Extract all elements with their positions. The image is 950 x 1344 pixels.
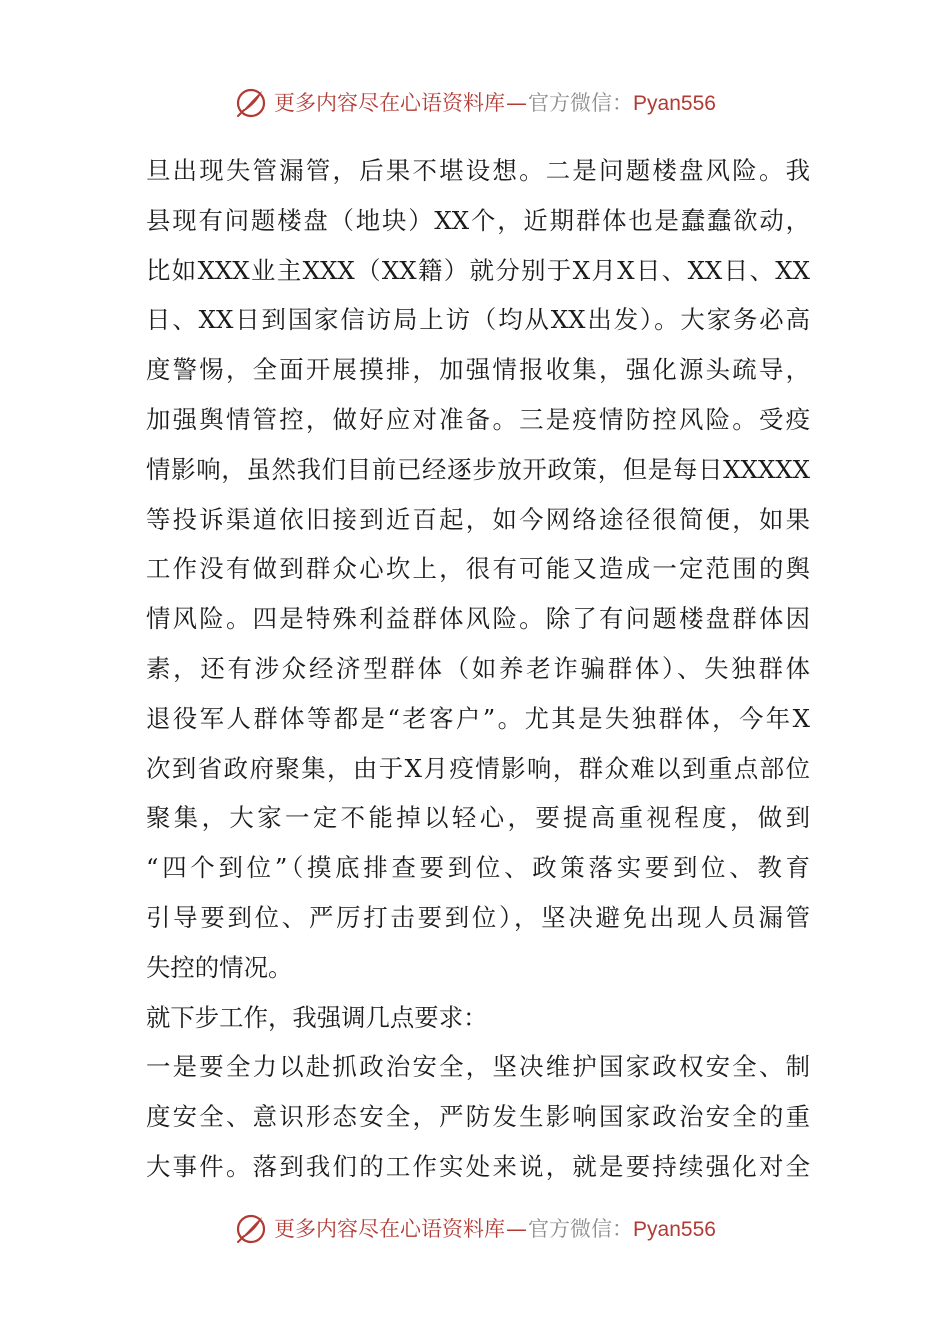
text-line: 情影响，虽然我们目前已经逐步放开政策，但是每日XXXXX	[146, 454, 810, 484]
banner-main-text: 更多内容尽在心语资料库	[274, 1216, 506, 1241]
text-line: 县现有问题楼盘（地块）XX个，近期群体也是蠢蠢欲动，	[146, 205, 810, 235]
text-line: 比如XXX业主XXX（XX籍）就分别于X月X日、XX日、XX	[146, 255, 810, 285]
banner-wechat-id: Pyan556	[633, 91, 716, 115]
banner-dash: —	[506, 90, 528, 115]
text-line: 日、XX日到国家信访局上访（均从XX出发）。大家务必高	[146, 305, 810, 335]
text-line: 失控的情况。	[146, 952, 293, 982]
banner-label: 官方微信：	[528, 90, 634, 115]
document-body	[146, 146, 810, 1192]
text-line: 度安全、意识形态安全，严防发生影响国家政治安全的重	[146, 1102, 810, 1132]
quill-pen-logo-icon	[234, 1212, 268, 1246]
quill-pen-logo-icon	[234, 86, 268, 120]
banner-label: 官方微信：	[528, 1216, 634, 1241]
header-banner	[0, 83, 950, 123]
text-line: 素，还有涉众经济型群体（如养老诈骗群体）、失独群体	[146, 653, 810, 683]
text-line: 退役军人群体等都是“老客户”。尤其是失独群体，今年X	[146, 703, 810, 733]
text-line: 大事件。落到我们的工作实处来说，就是要持续强化对全	[146, 1151, 810, 1181]
text-line: 等投诉渠道依旧接到近百起，如今网络途径很简便，如果	[146, 504, 810, 534]
text-line: 度警惕，全面开展摸排，加强情报收集，强化源头疏导，	[146, 355, 810, 385]
text-line: 就下步工作，我强调几点要求：	[146, 1002, 488, 1032]
text-line: 情风险。四是特殊利益群体风险。除了有问题楼盘群体因	[146, 604, 810, 634]
text-line: “四个到位”（摸底排查要到位、政策落实要到位、教育	[146, 853, 810, 883]
banner-text	[274, 1216, 716, 1241]
banner-main-text: 更多内容尽在心语资料库	[274, 90, 506, 115]
footer-banner	[0, 1209, 950, 1249]
banner-dash: —	[506, 1216, 528, 1241]
text-line: 加强舆情管控，做好应对准备。三是疫情防控风险。受疫	[146, 404, 810, 434]
banner-text	[274, 90, 716, 115]
text-line: 引导要到位、严厉打击要到位），坚决避免出现人员漏管	[146, 902, 810, 932]
text-line: 一是要全力以赴抓政治安全，坚决维护国家政权安全、制	[146, 1052, 810, 1082]
text-line: 工作没有做到群众心坎上，很有可能又造成一定范围的舆	[146, 554, 810, 584]
text-line: 聚集，大家一定不能掉以轻心，要提高重视程度，做到	[146, 803, 810, 833]
text-line: 次到省政府聚集，由于X月疫情影响，群众难以到重点部位	[146, 753, 810, 783]
text-line: 旦出现失管漏管，后果不堪设想。二是问题楼盘风险。我	[146, 156, 810, 185]
banner-wechat-id: Pyan556	[633, 1217, 716, 1241]
